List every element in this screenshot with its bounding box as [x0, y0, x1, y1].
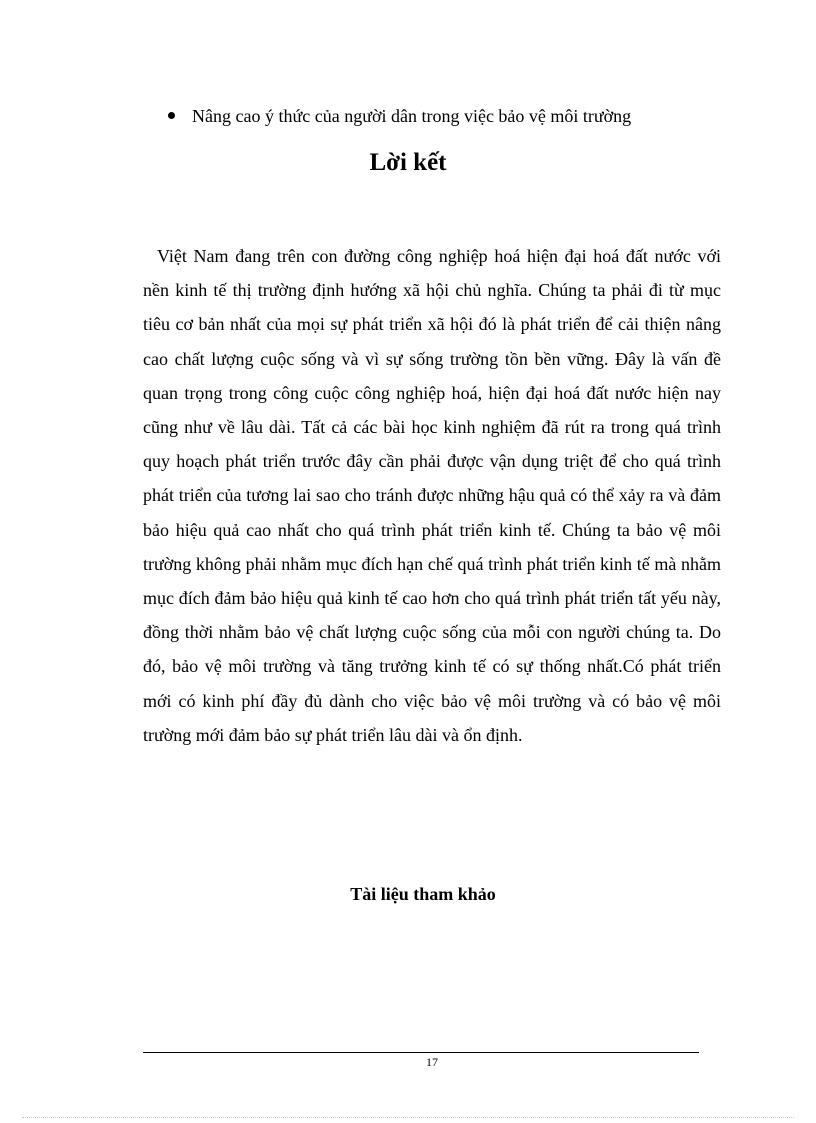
section-heading: Lời kết: [369, 149, 447, 176]
page-number: 17: [426, 1055, 438, 1069]
bullet-item-text: Nâng cao ý thức của người dân trong việc bảo vệ môi trường: [192, 106, 632, 126]
bullet-list-item: [168, 104, 728, 128]
bullet-icon: [168, 112, 175, 119]
body-paragraph: Việt Nam đang trên con đường công nghiệp hoá hiện đại hoá đất nước với nền kinh tế thị trường định hướng xã hội chủ nghĩa. Chúng ta phải đi từ mục tiêu cơ bản nhất của mọi sự phát triển xã hội đó là phát triển để cải thiện nâng cao chất lượng cuộc sống và vì sự sống trường tồn bền vững. Đây là vấn đề quan trọng trong công cuộc công nghiệp hoá, hiện đại hoá đất nước hiện nay cũng như về lâu dài. Tất cả các bài học kinh nghiệm đã rút ra trong quá trình quy hoạch phát triển trước đây cần phải được vận dụng triệt để cho quá trình phát triển của tương lai sao cho tránh được những hậu quả có thể xảy ra và đảm bảo hiệu quả cao nhất cho quá trình phát triển kinh tế. Chúng ta bảo vệ môi trường không phải nhằm mục đích hạn chế quá trình phát triển kinh tế mà nhằm mục đích đảm bảo hiệu quả kinh tế cao hơn cho quá trình phát triển tất yếu này, đồng thời nhằm bảo vệ chất lượng cuộc sống của mỗi con người chúng ta. Do đó, bảo vệ môi trường và tăng trưởng kinh tế có sự thống nhất.Có phát triển mới có kinh phí đầy đủ dành cho việc bảo vệ môi trường và có bảo vệ môi trường mới đảm bảo sự phát triển lâu dài và ổn định.: [143, 246, 721, 745]
footer-divider: [143, 1052, 699, 1053]
references-title: Tài liệu tham khảo: [350, 884, 496, 904]
page-edge-divider: [22, 1117, 794, 1118]
